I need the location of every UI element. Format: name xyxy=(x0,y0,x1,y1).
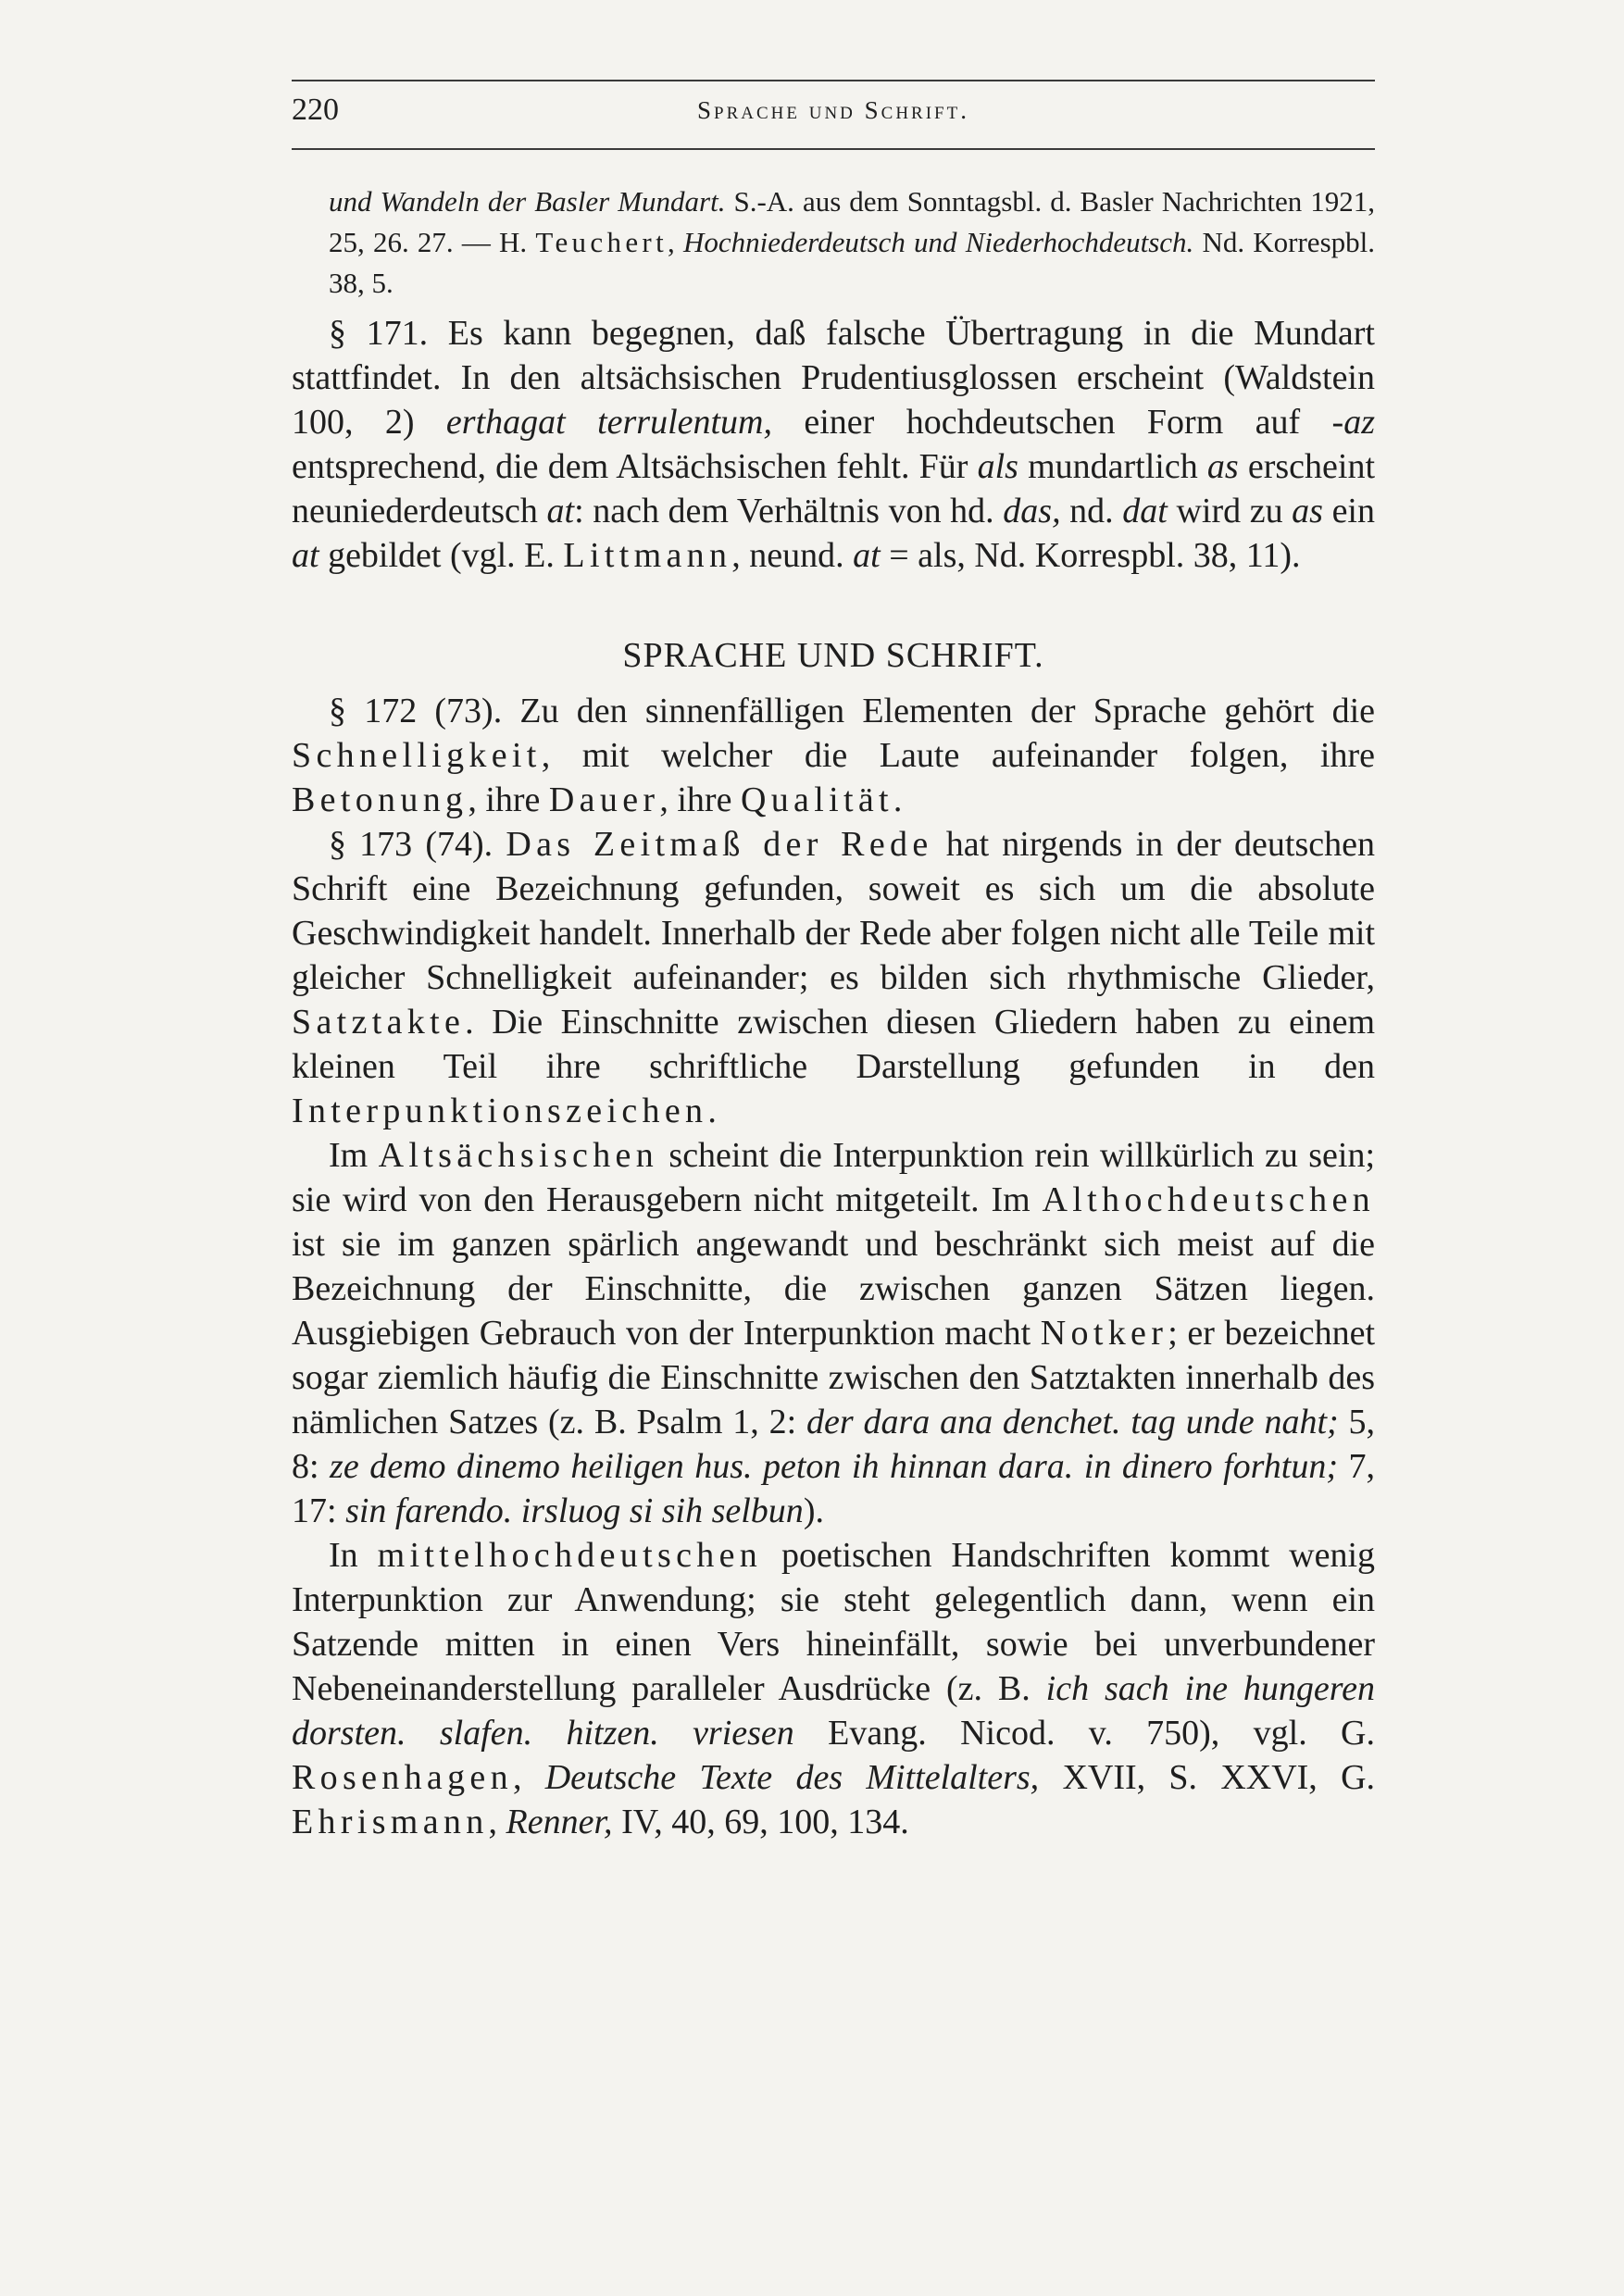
text-run: In xyxy=(329,1536,378,1575)
italic-run: erthagat terrulentum, xyxy=(445,403,772,442)
text-run: . Die Einschnitte zwischen diesen Gliedern haben zu einem kleinen Teil ihre schriftliche Darstellung gefunden in den xyxy=(292,1003,1375,1086)
paragraph-altsaechsisch xyxy=(292,1133,1375,1533)
spaced-run: Althochdeutschen xyxy=(1042,1180,1375,1219)
note-title-italic: Hochniederdeutsch und Niederhochdeutsch. xyxy=(682,226,1194,258)
spaced-run: Littmann xyxy=(563,536,732,575)
text-run: Evang. Nicod. v. 750), vgl. G. xyxy=(793,1714,1375,1753)
spaced-run: Das Zeitmaß der Rede xyxy=(506,825,933,864)
spaced-run: Notker xyxy=(1040,1314,1168,1353)
italic-run: as xyxy=(1292,492,1323,530)
text-run: ). xyxy=(803,1491,824,1530)
paragraph-171 xyxy=(292,311,1375,578)
text-run: gebildet (vgl. E. xyxy=(319,536,564,575)
page-body xyxy=(292,181,1375,1844)
text-run: § 172 (73). Zu den sinnenfälligen Elementen der Sprache gehört die xyxy=(329,692,1375,730)
text-run: mundartlich xyxy=(1018,447,1207,486)
italic-run: at xyxy=(853,536,881,575)
italic-run: Renner, xyxy=(506,1803,613,1841)
text-run: , xyxy=(512,1758,545,1797)
note-title-italic: und Wandeln der Basler Mundart. xyxy=(329,185,726,218)
spaced-run: Satztakte xyxy=(292,1003,466,1042)
spaced-run: Schnelligkeit xyxy=(292,736,542,775)
italic-run: Deutsche Texte des Mittelalters, xyxy=(544,1758,1040,1797)
running-title: Sprache und Schrift. xyxy=(697,96,969,124)
text-run: , neund. xyxy=(731,536,854,575)
text-run: 7, 17: xyxy=(292,1447,1375,1530)
text-run: nd. xyxy=(1060,492,1123,530)
note-text: , xyxy=(668,226,683,258)
section-title: SPRACHE UND SCHRIFT. xyxy=(622,636,1044,675)
text-run: , xyxy=(488,1803,506,1841)
text-run: ein xyxy=(1322,492,1375,530)
spaced-run: Qualität xyxy=(740,780,893,819)
text-run: wird zu xyxy=(1167,492,1293,530)
italic-run: -az xyxy=(1331,403,1375,442)
text-run: ; er bezeichnet sogar ziemlich häufig die Einschnitte zwischen den Satztakten innerhalb des nämlichen Satzes (z. B. Psalm 1, 2: xyxy=(292,1314,1375,1441)
text-run: = als, Nd. Korrespbl. 38, 11). xyxy=(880,536,1301,575)
spaced-run: Dauer xyxy=(548,780,660,819)
header-top-rule xyxy=(292,80,1375,81)
italic-run: das, xyxy=(1003,492,1061,530)
text-run: Im xyxy=(329,1136,379,1175)
text-run: einer hochdeutschen Form auf xyxy=(772,403,1332,442)
italic-run: als xyxy=(977,447,1018,486)
header-bottom-rule xyxy=(292,148,1375,150)
paragraph-mittelhochdeutsch xyxy=(292,1533,1375,1844)
note-author-spaced: Teuchert xyxy=(535,226,668,258)
spaced-run: Ehrismann xyxy=(292,1803,489,1841)
note-text: S.-A. aus dem Sonntagsbl. d. Basler Nachrichten 1921, 25, 26. 27. — H. xyxy=(329,185,1375,258)
italic-run: ze demo dinemo heiligen hus. peton ih hinnan dara. in dinero forhtun; xyxy=(330,1447,1338,1486)
text-run: 5, 8: xyxy=(292,1403,1375,1486)
bibliographic-note xyxy=(292,181,1375,304)
text-run: ist sie im ganzen spärlich angewandt und beschränkt sich meist auf die Bezeichnung der Einschnitte, die zwischen ganzen Sätzen liegen. Ausgiebigen Gebrauch von der Interpunktion macht xyxy=(292,1225,1375,1353)
text-run: IV, 40, 69, 100, 134. xyxy=(612,1803,909,1841)
italic-run: as xyxy=(1206,447,1239,486)
text-run: hat nirgends in der deutschen Schrift eine Bezeichnung gefunden, soweit es sich um die absolute Geschwindigkeit handelt. Innerhalb der Rede aber folgen nicht alle Teile mit gleicher Schnelligkeit aufeinander; es bilden sich rhythmische Glieder, xyxy=(292,825,1375,997)
text-run: entsprechend, die dem Altsächsischen fehlt. Für xyxy=(292,447,978,486)
italic-run: sin farendo. irsluog si sih selbun xyxy=(345,1491,804,1530)
note-text: Nd. Korrespbl. 38, 5. xyxy=(329,226,1375,299)
spaced-run: mittelhochdeutschen xyxy=(377,1536,763,1575)
italic-run: at xyxy=(292,536,319,575)
text-run: , mit welcher die Laute aufeinander folgen, ihre xyxy=(541,736,1375,775)
text-run: , ihre xyxy=(659,780,741,819)
text-run: erscheint neuniederdeutsch xyxy=(292,447,1376,530)
text-run: XVII, S. XXVI, G. xyxy=(1039,1758,1376,1797)
text-run: . xyxy=(707,1092,717,1130)
italic-run: at xyxy=(546,492,575,530)
paragraph-173 xyxy=(292,822,1375,1133)
text-run: § 171. Es kann begegnen, daß falsche Übertragung in die Mundart stattfindet. In den altsächsischen Prudentiusglossen erscheint (Waldstein 100, 2) xyxy=(292,314,1375,442)
text-run: scheint die Interpunktion rein willkürlich zu sein; sie wird von den Herausgebern nicht mitgeteilt. Im xyxy=(292,1136,1376,1219)
text-run: poetischen Handschriften kommt wenig Interpunktion zur Anwendung; sie steht gelegentlich dann, wenn ein Satzende mitten in einen Vers hineinfällt, sowie bei unverbundener Nebeneinanderstellung paralleler Ausdrücke (z. B. xyxy=(292,1536,1376,1708)
page-number: 220 xyxy=(292,93,339,127)
italic-run: ich sach ine hungeren dorsten. slafen. hitzen. vriesen xyxy=(292,1669,1375,1753)
text-run: . xyxy=(893,780,903,819)
spaced-run: Altsächsischen xyxy=(378,1136,659,1175)
text-run: , ihre xyxy=(468,780,549,819)
text-run: § 173 (74). xyxy=(329,825,506,864)
spaced-run: Interpunktionszeichen xyxy=(292,1092,708,1130)
text-run: : nach dem Verhältnis von hd. xyxy=(574,492,1004,530)
spaced-run: Betonung xyxy=(292,780,468,819)
italic-run: dat xyxy=(1122,492,1168,530)
paragraph-172 xyxy=(292,689,1375,822)
running-header xyxy=(292,93,1375,139)
italic-run: der dara ana denchet. tag unde naht; xyxy=(806,1403,1339,1441)
spaced-run: Rosenhagen xyxy=(292,1758,513,1797)
